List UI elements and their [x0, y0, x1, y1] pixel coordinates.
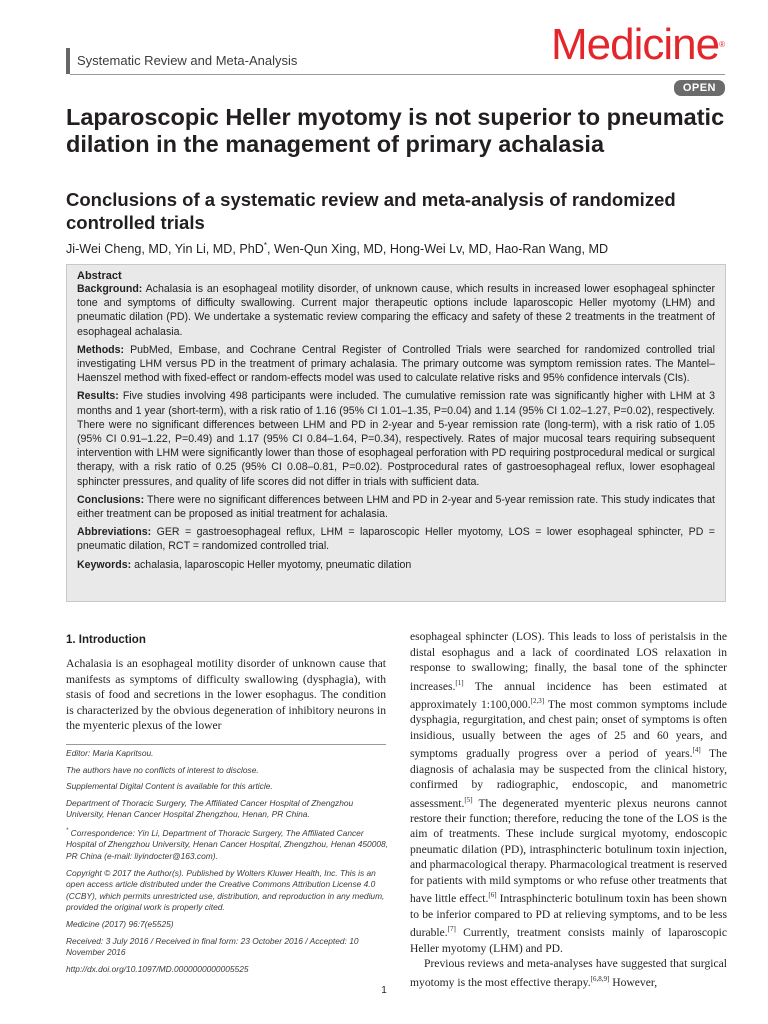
abstract-background — [77, 282, 715, 339]
reference-link[interactable]: [6,8,9] — [590, 974, 610, 983]
methods-text: PubMed, Embase, and Cochrane Central Register of Controlled Trials were searched for randomized controlled trial investigating LHM versus PD in the treatment of primary achalasia. The primary outcome was symptom remission rates. The Mantel–Haenszel method with fixed-effect or random-effects model was used to calculate relative risks and 95% confidence intervals (CIs). — [77, 343, 715, 385]
text-run: esophageal sphincter (LOS). This leads to loss of peristalsis in the distal esophagus and a lack of coordinated LOS relaxation in response to swallowing; finally, the basal tone of the sphincter increases. — [410, 630, 727, 693]
background-label: Background: — [77, 283, 143, 295]
conclusions-label: Conclusions: — [77, 493, 145, 506]
reference-link[interactable]: [2,3] — [530, 696, 545, 705]
reference-link[interactable]: [4] — [692, 746, 701, 755]
abbreviations-text: GER = gastroesophageal reflux, LHM = laparoscopic Heller myotomy, LOS = lower esophageal sphincter, PD = pneumatic dilation, RCT = randomized controlled trial. — [77, 526, 715, 553]
correspondence-mark: * — [66, 827, 69, 834]
text-run: The most common symptoms include dysphagia, regurgitation, and chest pain; onset of symptoms is often insidious, usually between the ages of 25 and 60 years, and symptoms gradually progress over a period of years. — [410, 697, 727, 761]
abstract-conclusions — [77, 493, 715, 521]
text-run: The degenerated myenteric plexus neurons cannot restore their function; therefore, reducing the tone of the LOS is the aim of treatments. These include surgical myotomy, endoscopic pneumatic dilation (PD), intrasphincteric botulinum toxin injection, and pharmacological therapy. Pharmacological treatment is reserved for patients with mild symptoms or who refuse other treatments that have little effect. — [410, 796, 727, 906]
methods-label: Methods: — [77, 343, 125, 356]
footnote-divider — [66, 744, 386, 745]
correspondence-text: Correspondence: Yin Li, Department of Thoracic Surgery, The Affiliated Cancer Hospital of Zhengzhou University, Henan Cancer Hospital, Zhengzhou, Henan 450008, PR China (e-mail: liyindocter@163.com). — [66, 827, 389, 861]
footnote-doi[interactable]: http://dx.doi.org/10.1097/MD.0000000000005525 — [66, 963, 249, 974]
footnote-citation: Medicine (2017) 96:7(e5525) — [66, 918, 174, 929]
abstract-abbreviations — [77, 525, 715, 553]
abstract-keywords — [77, 558, 715, 572]
text-run: Currently, treatment consists mainly of laparoscopic Heller myotomy (LHM) and PD. — [410, 926, 727, 955]
article-title: Laparoscopic Heller myotomy is not superior to pneumatic dilation in the management of primary achalasia — [66, 104, 725, 157]
authors-part-1: Ji-Wei Cheng, MD, Yin Li, MD, PhD — [66, 242, 264, 257]
footnote-editor: Editor: Maria Kapritsou. — [66, 748, 154, 758]
author-list — [66, 238, 746, 257]
footnote-dates: Received: 3 July 2016 / Received in final form: 23 October 2016 / Accepted: 10 November 2016 — [66, 935, 359, 958]
page-number: 1 — [381, 985, 387, 996]
conclusions-text: There were no significant differences between LHM and PD in 2-year and 5-year remission rate. This study indicates that either treatment can be proposed as initial treatment for achalasia. — [77, 493, 715, 521]
reference-link[interactable]: [7] — [447, 925, 456, 934]
text-run: Previous reviews and meta-analyses have suggested that surgical myotomy is the most effective therapy. — [410, 957, 727, 989]
abstract-results — [77, 389, 715, 488]
journal-logo — [551, 20, 724, 70]
section-label: Systematic Review and Meta-Analysis — [66, 48, 297, 74]
article-subtitle: Conclusions of a systematic review and meta-analysis of randomized controlled trials — [66, 189, 676, 233]
footnotes — [66, 748, 388, 980]
introduction-heading: 1. Introduction — [66, 634, 146, 646]
intro-right-column — [410, 629, 727, 990]
journal-name: Medicine — [551, 20, 720, 69]
keywords-label: Keywords: — [77, 558, 132, 571]
reference-link[interactable]: [1] — [455, 678, 464, 687]
abstract-box — [66, 264, 726, 602]
footnote-copyright: Copyright © 2017 the Author(s). Published by Wolters Kluwer Health, Inc. This is an open access article distributed under the Creative Commons Attribution License 4.0 (CCBY), which permits unrestricted use, distribution, and reproduction in any medium, provided the original work is properly cited. — [66, 867, 385, 913]
reference-link[interactable]: [6] — [488, 891, 497, 900]
keywords-text: achalasia, laparoscopic Heller myotomy, pneumatic dilation — [131, 558, 412, 571]
abbreviations-label: Abbreviations: — [77, 526, 152, 539]
intro-left-paragraph: Achalasia is an esophageal motility disorder of unknown cause that manifests as symptoms of difficulty swallowing (dysphagia), with stasis of food and secretions in the lower esophagus. The condition is characterized by the obvious degeneration of inhibitory neurons in the myenteric plexus of the lower — [66, 657, 386, 732]
registered-mark: ® — [719, 40, 724, 49]
abstract-heading: Abstract — [77, 270, 122, 282]
open-access-badge: OPEN — [674, 80, 725, 96]
footnote-correspondence — [66, 826, 388, 863]
footnote-conflicts: The authors have no conflicts of interest to disclose. — [66, 764, 259, 775]
corresponding-author-mark: * — [263, 241, 267, 250]
intro-right-paragraph-1 — [410, 629, 727, 956]
background-text: Achalasia is an esophageal motility disorder, of unknown cause, which results in increased lower esophageal sphincter tone and symptoms of difficulty swallowing. Current major therapeutic options include laparoscopic Heller myotomy (LHM) and pneumatic dilation (PD). We undertake a systematic review comparing the efficacy and safety of these 2 treatments in the treatment of esophageal achalasia. — [77, 283, 715, 338]
results-text: Five studies involving 498 participants were included. The cumulative remission rate was significantly higher with LHM at 3 months and 1 year (short-term), with a risk ratio of 1.16 (95% CI 1.01–1.35, P=0.04) and 1.14 (95% CI 1.02–1.27, P=0.02), respectively. There were no significant differences between LHM and PD in 2-year and 5-year remission rate (long-term), with a risk ratio of 1.05 (95% CI 0.91–1.22, P=0.49) and 1.17 (95% CI 0.84–1.64, P=0.34), respectively. Rates of major mucosal tears requiring subsequent intervention with LHM were significantly lower than those of esophageal perforation with PD requiring postprocedural medical or surgical therapy, with a risk ratio of 0.25 (95% CI 0.08–0.81, P=0.02). Postprocedural rates of gastroesophageal reflux, lower esophageal sphincter pressures, and quality of life scores did not differ in trials with sufficient data. — [77, 390, 715, 488]
footnote-supplemental: Supplemental Digital Content is available for this article. — [66, 781, 273, 792]
abstract-methods — [77, 343, 715, 386]
header-divider — [70, 74, 725, 75]
reference-link[interactable]: [5] — [464, 795, 473, 804]
text-run: The diagnosis of achalasia may be suspected from the clinical history, confirmed by radiographic, endoscopic, and manometric assessment. — [410, 747, 727, 810]
text-run: Intrasphincteric botulinum toxin has been shown to be inferior compared to PD at relieving symptoms, and to be less durable. — [410, 892, 727, 940]
results-label: Results: — [77, 390, 119, 403]
text-run: The annual incidence has been estimated at approximately 1:100,000. — [410, 679, 727, 711]
authors-part-2: , Wen-Qun Xing, MD, Hong-Wei Lv, MD, Hao-Ran Wang, MD — [266, 242, 609, 257]
text-run: However, — [609, 975, 658, 989]
footnote-department: Department of Thoracic Surgery, The Affiliated Cancer Hospital of Zhengzhou University, Henan Cancer Hospital Zhengzhou, Henan, PR China. — [66, 797, 354, 820]
